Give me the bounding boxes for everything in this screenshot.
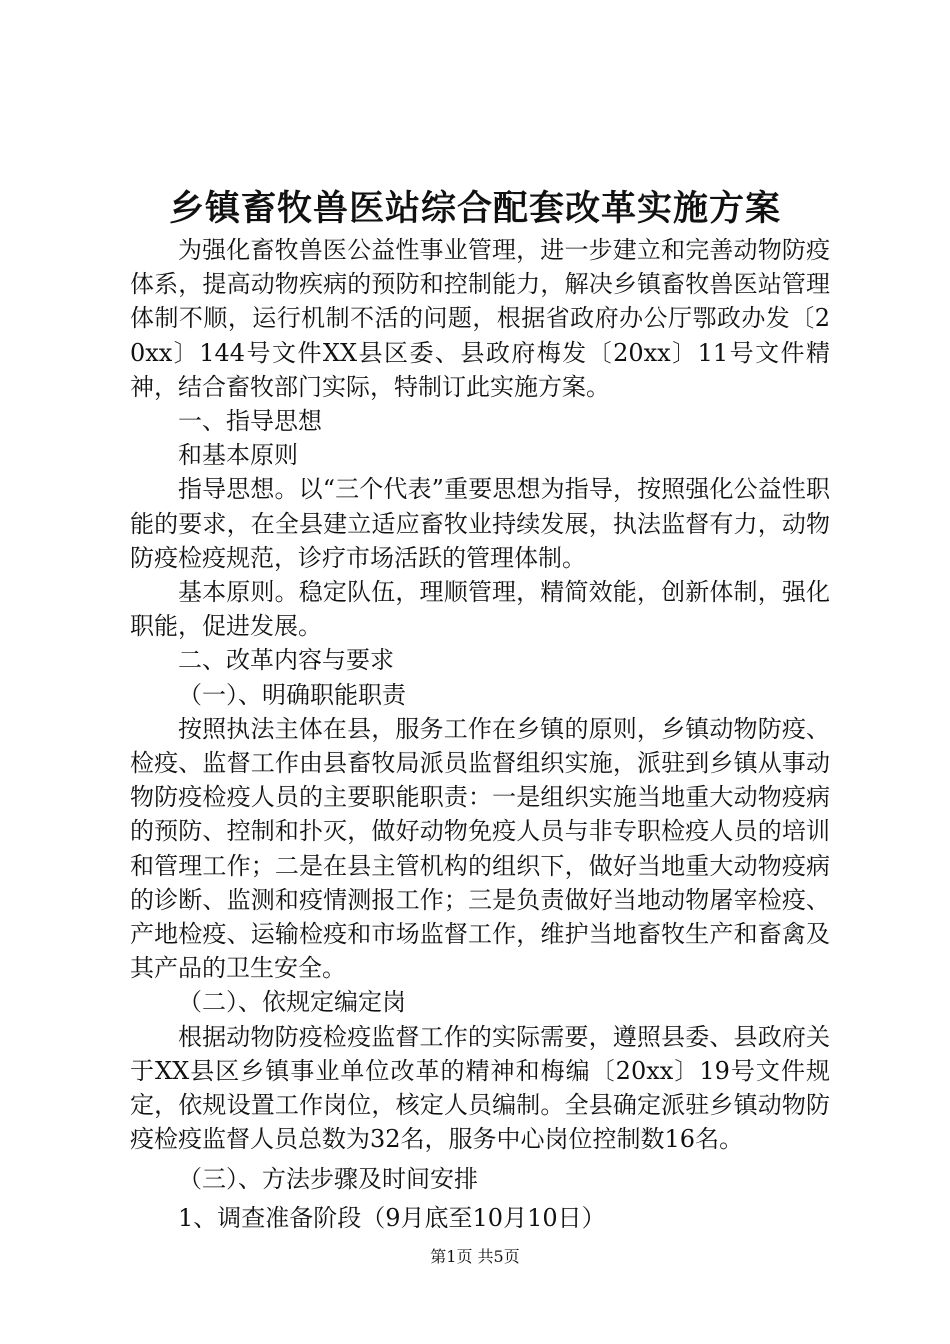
- intro-paragraph: 为强化畜牧兽医公益性事业管理，进一步建立和完善动物防疫体系，提高动物疾病的预防和控制能力，解决乡镇畜牧兽医站管理体制不顺，运行机制不活的问题，根据省政府办公厅鄂政办发〔20xx〕144号文件XX县区委、县政府梅发〔20xx〕11号文件精神，结合畜牧部门实际，特制订此实施方案。: [130, 236, 830, 401]
- document-body: [130, 233, 830, 1235]
- subsection-heading-3: （三）、方法步骤及时间安排: [178, 1165, 478, 1194]
- subsection-heading-2: （二）、依规定编定岗: [178, 988, 406, 1017]
- section-heading-2: 二、改革内容与要求: [178, 646, 394, 675]
- guiding-thought-paragraph: 指导思想。以“三个代表”重要思想为指导，按照强化公益性职能的要求，在全县建立适应畜牧业持续发展，执法监督有力，动物防疫检疫规范，诊疗市场活跃的管理体制。: [130, 475, 830, 572]
- staffing-paragraph: 根据动物防疫检疫监督工作的实际需要，遵照县委、县政府关于XX县区乡镇事业单位改革的精神和梅编〔20xx〕19号文件规定，依规设置工作岗位，核定人员编制。全县确定派驻乡镇动物防疫检疫监督人员总数为32名，服务中心岗位控制数16名。: [130, 1022, 830, 1154]
- basic-principle-paragraph: 基本原则。稳定队伍，理顺管理，精简效能，创新体制，强化职能，促进发展。: [130, 578, 830, 641]
- document-title: 乡镇畜牧兽医站综合配套改革实施方案: [168, 188, 781, 229]
- section-heading-1-cont: 和基本原则: [178, 441, 298, 470]
- subsection-heading-1: （一）、明确职能职责: [178, 680, 406, 709]
- duties-paragraph: 按照执法主体在县，服务工作在乡镇的原则，乡镇动物防疫、检疫、监督工作由县畜牧局派员监督组织实施，派驻到乡镇从事动物防疫检疫人员的主要职能职责：一是组织实施当地重大动物疫病的预防、控制和扑灭，做好动物免疫人员与非专职检疫人员的培训和管理工作；二是在县主管机构的组织下，做好当地重大动物疫病的诊断、监测和疫情测报工作；三是负责做好当地动物屠宰检疫、产地检疫、运输检疫和市场监督工作，维护当地畜牧生产和畜禽及其产品的卫生安全。: [130, 714, 830, 983]
- section-heading-1: 一、指导思想: [178, 407, 322, 436]
- step-heading-1: 1、调查准备阶段（9月底至10月10日）: [178, 1203, 606, 1232]
- page-footer: 第1页 共5页: [430, 1247, 520, 1266]
